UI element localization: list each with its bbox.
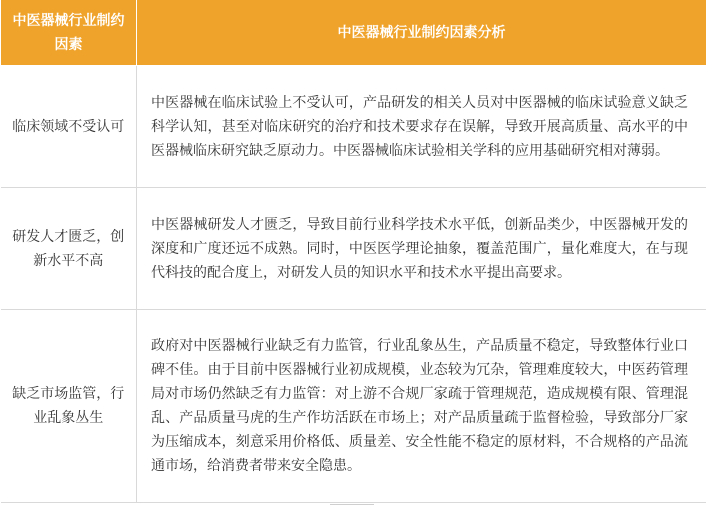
analysis-cell: 中医器械在临床试验上不受认可，产品研发的相关人员对中医器械的临床试验意义缺乏科学认知，甚至对临床研究的治疗和技术要求存在误解，导致开展高质量、高水平的中医器械临床研究缺乏原动力。中医器械临床试验相关学科的应用基础研究相对薄弱。 xyxy=(137,66,706,188)
analysis-cell: 政府对中医器械行业缺乏有力监管，行业乱象丛生，产品质量不稳定，导致整体行业口碑不佳。由于目前中医器械行业初成规模，业态较为冗杂，管理难度较大，中医药管理局对市场仍然缺乏有力监管：对上游不合规厂家疏于管理规范，造成规模有限、管理混乱、产品质量马虎的生产作坊活跃在市场上；对产品质量疏于监督检验，导致部分厂家为压缩成本，刻意采用价格低、质量差、安全性能不稳定的原材料，不合规格的产品流通市场，给消费者带来安全隐患。 xyxy=(137,310,706,503)
table-header-row xyxy=(1,0,706,66)
analysis-cell: 中医器械研发人才匮乏，导致目前行业科学技术水平低，创新品类少，中医器械开发的深度和广度还远不成熟。同时，中医医学理论抽象，覆盖范围广，量化难度大，在与现代科技的配合度上，对研发人员的知识水平和技术水平提出高要求。 xyxy=(137,188,706,310)
table-row xyxy=(1,188,706,310)
factor-cell: 缺乏市场监管，行业乱象丛生 xyxy=(1,310,137,503)
table-row xyxy=(1,66,706,188)
factor-cell: 研发人才匮乏，创新水平不高 xyxy=(1,188,137,310)
factor-cell: 临床领域不受认可 xyxy=(1,66,137,188)
header-analysis: 中医器械行业制约因素分析 xyxy=(137,0,706,66)
bottom-divider xyxy=(330,504,374,509)
header-factor: 中医器械行业制约因素 xyxy=(1,0,137,66)
table-row xyxy=(1,310,706,503)
